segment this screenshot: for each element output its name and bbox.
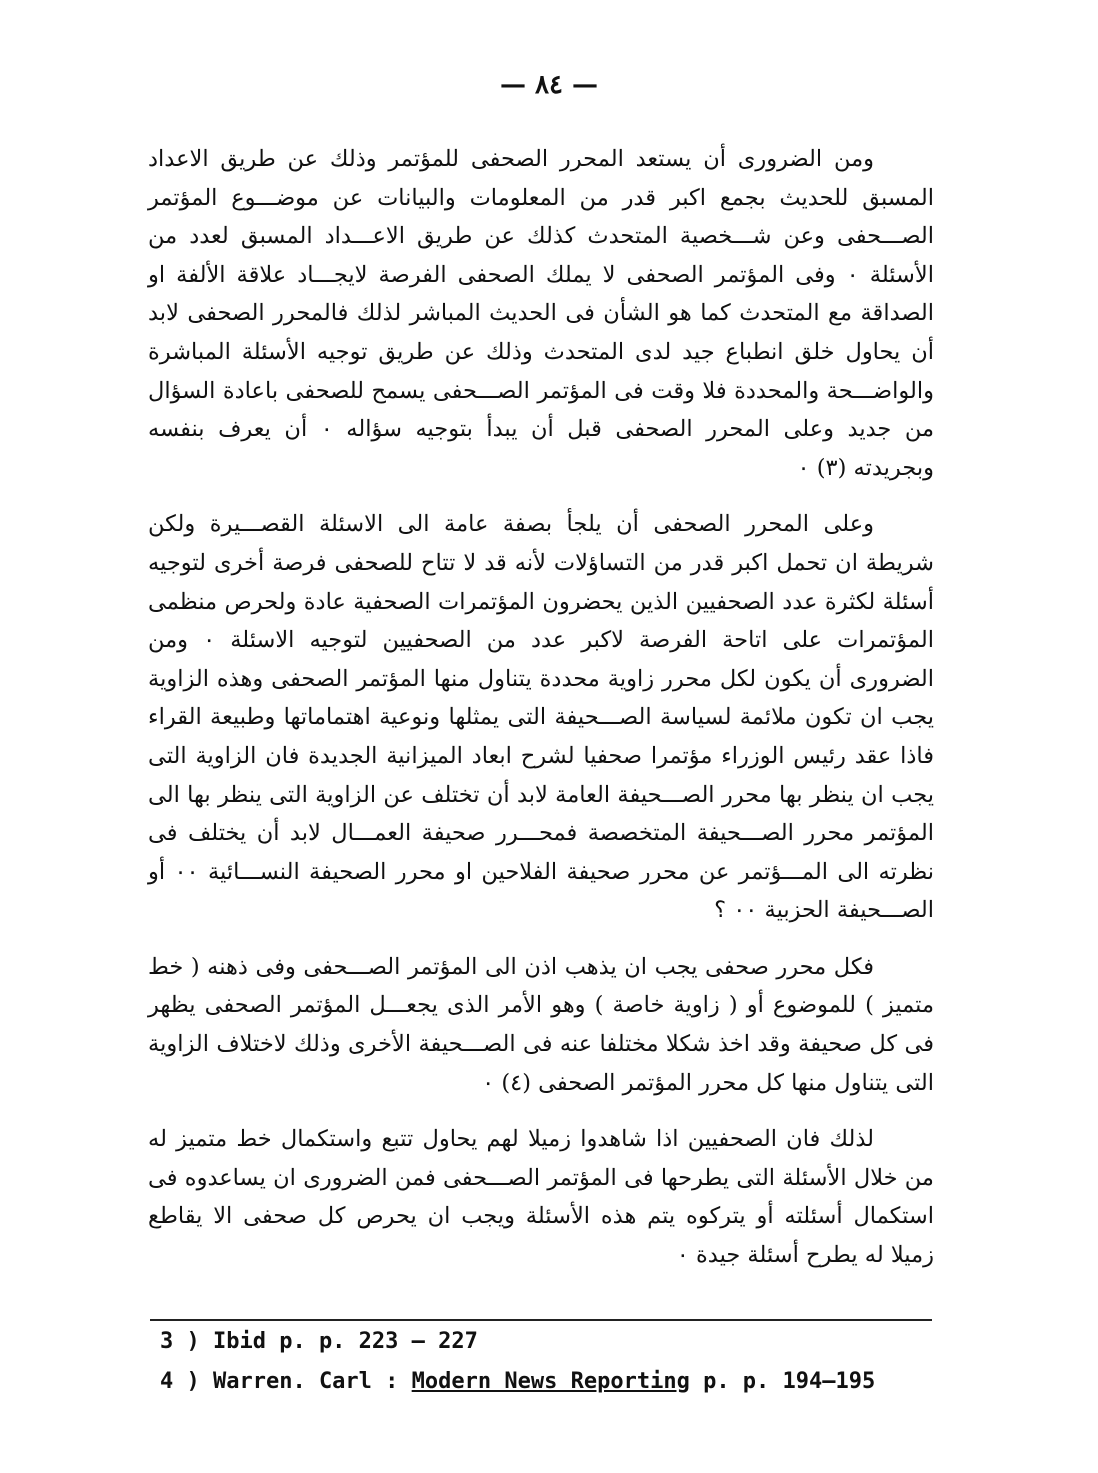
paragraph-1: ومن الضرورى أن يستعد المحرر الصحفى للمؤتمر وذلك عن طريق الاعداد المسبق للحديث بجمع اكبر قدر من المعلومات والبيانات عن موضـــوع المؤتمر الصـــحفى وعن شـــخصية المتحدث كذلك عن طريق الاعـــداد المسبق لعدد من الأسئلة ٠ وفى المؤتمر الصحفى لا يملك الصحفى الفرصة لايجـــاد علاقة الألفة او الصداقة مع المتحدث كما هو الشأن فى الحديث المباشر لذلك فالمحرر الصحفى لابد أن يحاول خلق انطباع جيد لدى المتحدث وذلك عن طريق توجيه الأسئلة المباشرة والواضـــحة والمحددة فلا وقت فى المؤتمر الصـــحفى يسمح للصحفى باعادة السؤال من جديد وعلى المحرر الصحفى قبل أن يبدأ بتوجيه سؤاله ٠ أن يعرف بنفسه وبجريدته (٣) ٠ [148,146,934,481]
footnotes [160,1322,940,1402]
footnote-4-author: 4 ) Warren. Carl : [160,1369,412,1394]
footnote-4-pages: p. p. 194—195 [689,1369,876,1394]
footnote-4 [160,1362,940,1402]
paragraph-3: فكل محرر صحفى يجب ان يذهب اذن الى المؤتمر الصـــحفى وفى ذهنه ( خط متميز ) للموضوع أو ( زاوية خاصة ) وهو الأمر الذى يجعـــل المؤتمر الصحفى يظهر فى كل صحيفة وقد اخذ شكلا مختلفا عنه فى الصـــحيفة الأخرى وذلك لاختلاف الزاوية التى يتناول منها كل محرر المؤتمر الصحفى (٤) ٠ [148,953,934,1096]
paragraph-4: لذلك فان الصحفيين اذا شاهدوا زميلا لهم يحاول تتبع واستكمال خط متميز له من خلال الأسئلة التى يطرحها فى المؤتمر الصـــحفى فمن الضرورى ان يساعدوه فى استكمال أسئلته أو يتركوه يتم هذه الأسئلة ويجب ان يحرص كل صحفى الا يقاطع زميلا له يطرح أسئلة جيدة ٠ [148,1126,934,1269]
footnote-divider [150,1319,932,1321]
footnote-3: 3 ) Ibid p. p. 223 — 227 [160,1329,478,1354]
page-number: — ٨٤ — [499,70,599,100]
body-text [148,140,934,1275]
footnote-4-title: Modern News Reporting [411,1369,690,1394]
paragraph-2: وعلى المحرر الصحفى أن يلجأ بصفة عامة الى الاسئلة القصـــيرة ولكن شريطة ان تحمل اكبر قدر من التساؤلات لأنه قد لا تتاح للصحفى فرصة أخرى لتوجيه أسئلة لكثرة عدد الصحفيين الذين يحضرون المؤتمرات الصحفية عادة ولحرص منظمى المؤتمرات على اتاحة الفرصة لاكبر عدد من الصحفيين لتوجيه الاسئلة ٠ ومن الضرورى أن يكون لكل محرر زاوية محددة يتناول منها المؤتمر الصحفى وهذه الزاوية يجب ان تكون ملائمة لسياسة الصـــحيفة التى يمثلها ونوعية اهتماماتها وطبيعة القراء فاذا عقد رئيس الوزراء مؤتمرا صحفيا لشرح ابعاد الميزانية الجديدة فان الزاوية التى يجب ان ينظر بها محرر الصـــحيفة العامة لابد أن تختلف عن الزاوية التى ينظر بها الى المؤتمر محرر الصـــحيفة المتخصصة فمحـــرر صحيفة العمـــال لابد أن يختلف فى نظرته الى المـــؤتمر عن محرر صحيفة الفلاحين او محرر الصحيفة النســـائية ٠٠ أو الصـــحيفة الحزبية ٠٠ ؟ [148,511,934,924]
